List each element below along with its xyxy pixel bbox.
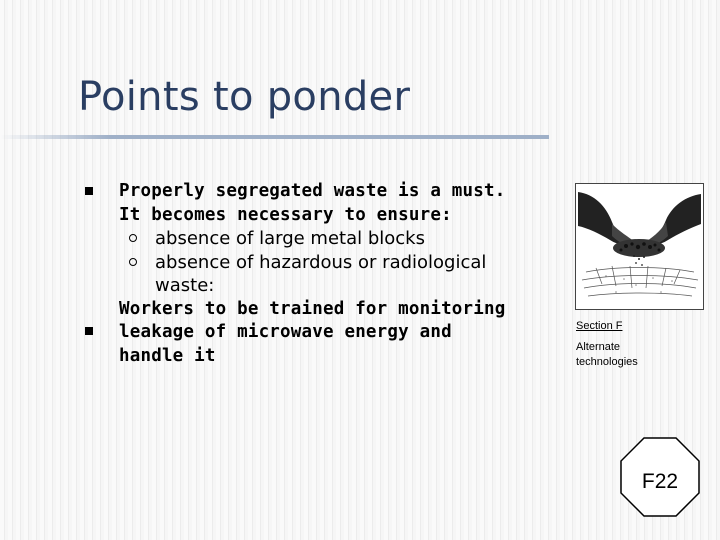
bullet-list <box>84 180 554 368</box>
bullet-line: leakage of microwave energy and <box>119 322 452 342</box>
sub-bullet-item <box>84 227 554 251</box>
hands-image-icon <box>576 184 703 309</box>
bullet-line: It becomes necessary to ensure: <box>119 204 452 225</box>
section-label: Section F <box>576 320 623 332</box>
title-underline <box>0 135 549 139</box>
bullet-line: handle it <box>119 345 216 366</box>
square-bullet-icon <box>85 327 93 335</box>
sub-bullet-item <box>84 251 554 298</box>
sub-bullet-text: absence of large metal blocks <box>155 228 425 249</box>
bullet-item <box>84 298 554 369</box>
slide-title: Points to ponder <box>78 74 411 120</box>
section-description <box>576 340 686 370</box>
sub-bullet-text: absence of hazardous or radiological <box>155 251 487 273</box>
sub-bullet-text: waste: <box>155 275 215 296</box>
hands-sifting-waste-illustration <box>575 183 704 310</box>
section-description-line: Alternate <box>576 341 621 353</box>
bullet-item <box>84 180 554 227</box>
circle-bullet-icon <box>129 234 137 242</box>
square-bullet-icon <box>85 187 93 195</box>
circle-bullet-icon <box>129 258 137 266</box>
slide-code-badge: F22 <box>641 470 679 493</box>
section-description-line: technologies <box>576 356 638 368</box>
bullet-line: Properly segregated waste is a must. <box>119 181 506 201</box>
bullet-line: Workers to be trained for monitoring <box>119 298 506 319</box>
